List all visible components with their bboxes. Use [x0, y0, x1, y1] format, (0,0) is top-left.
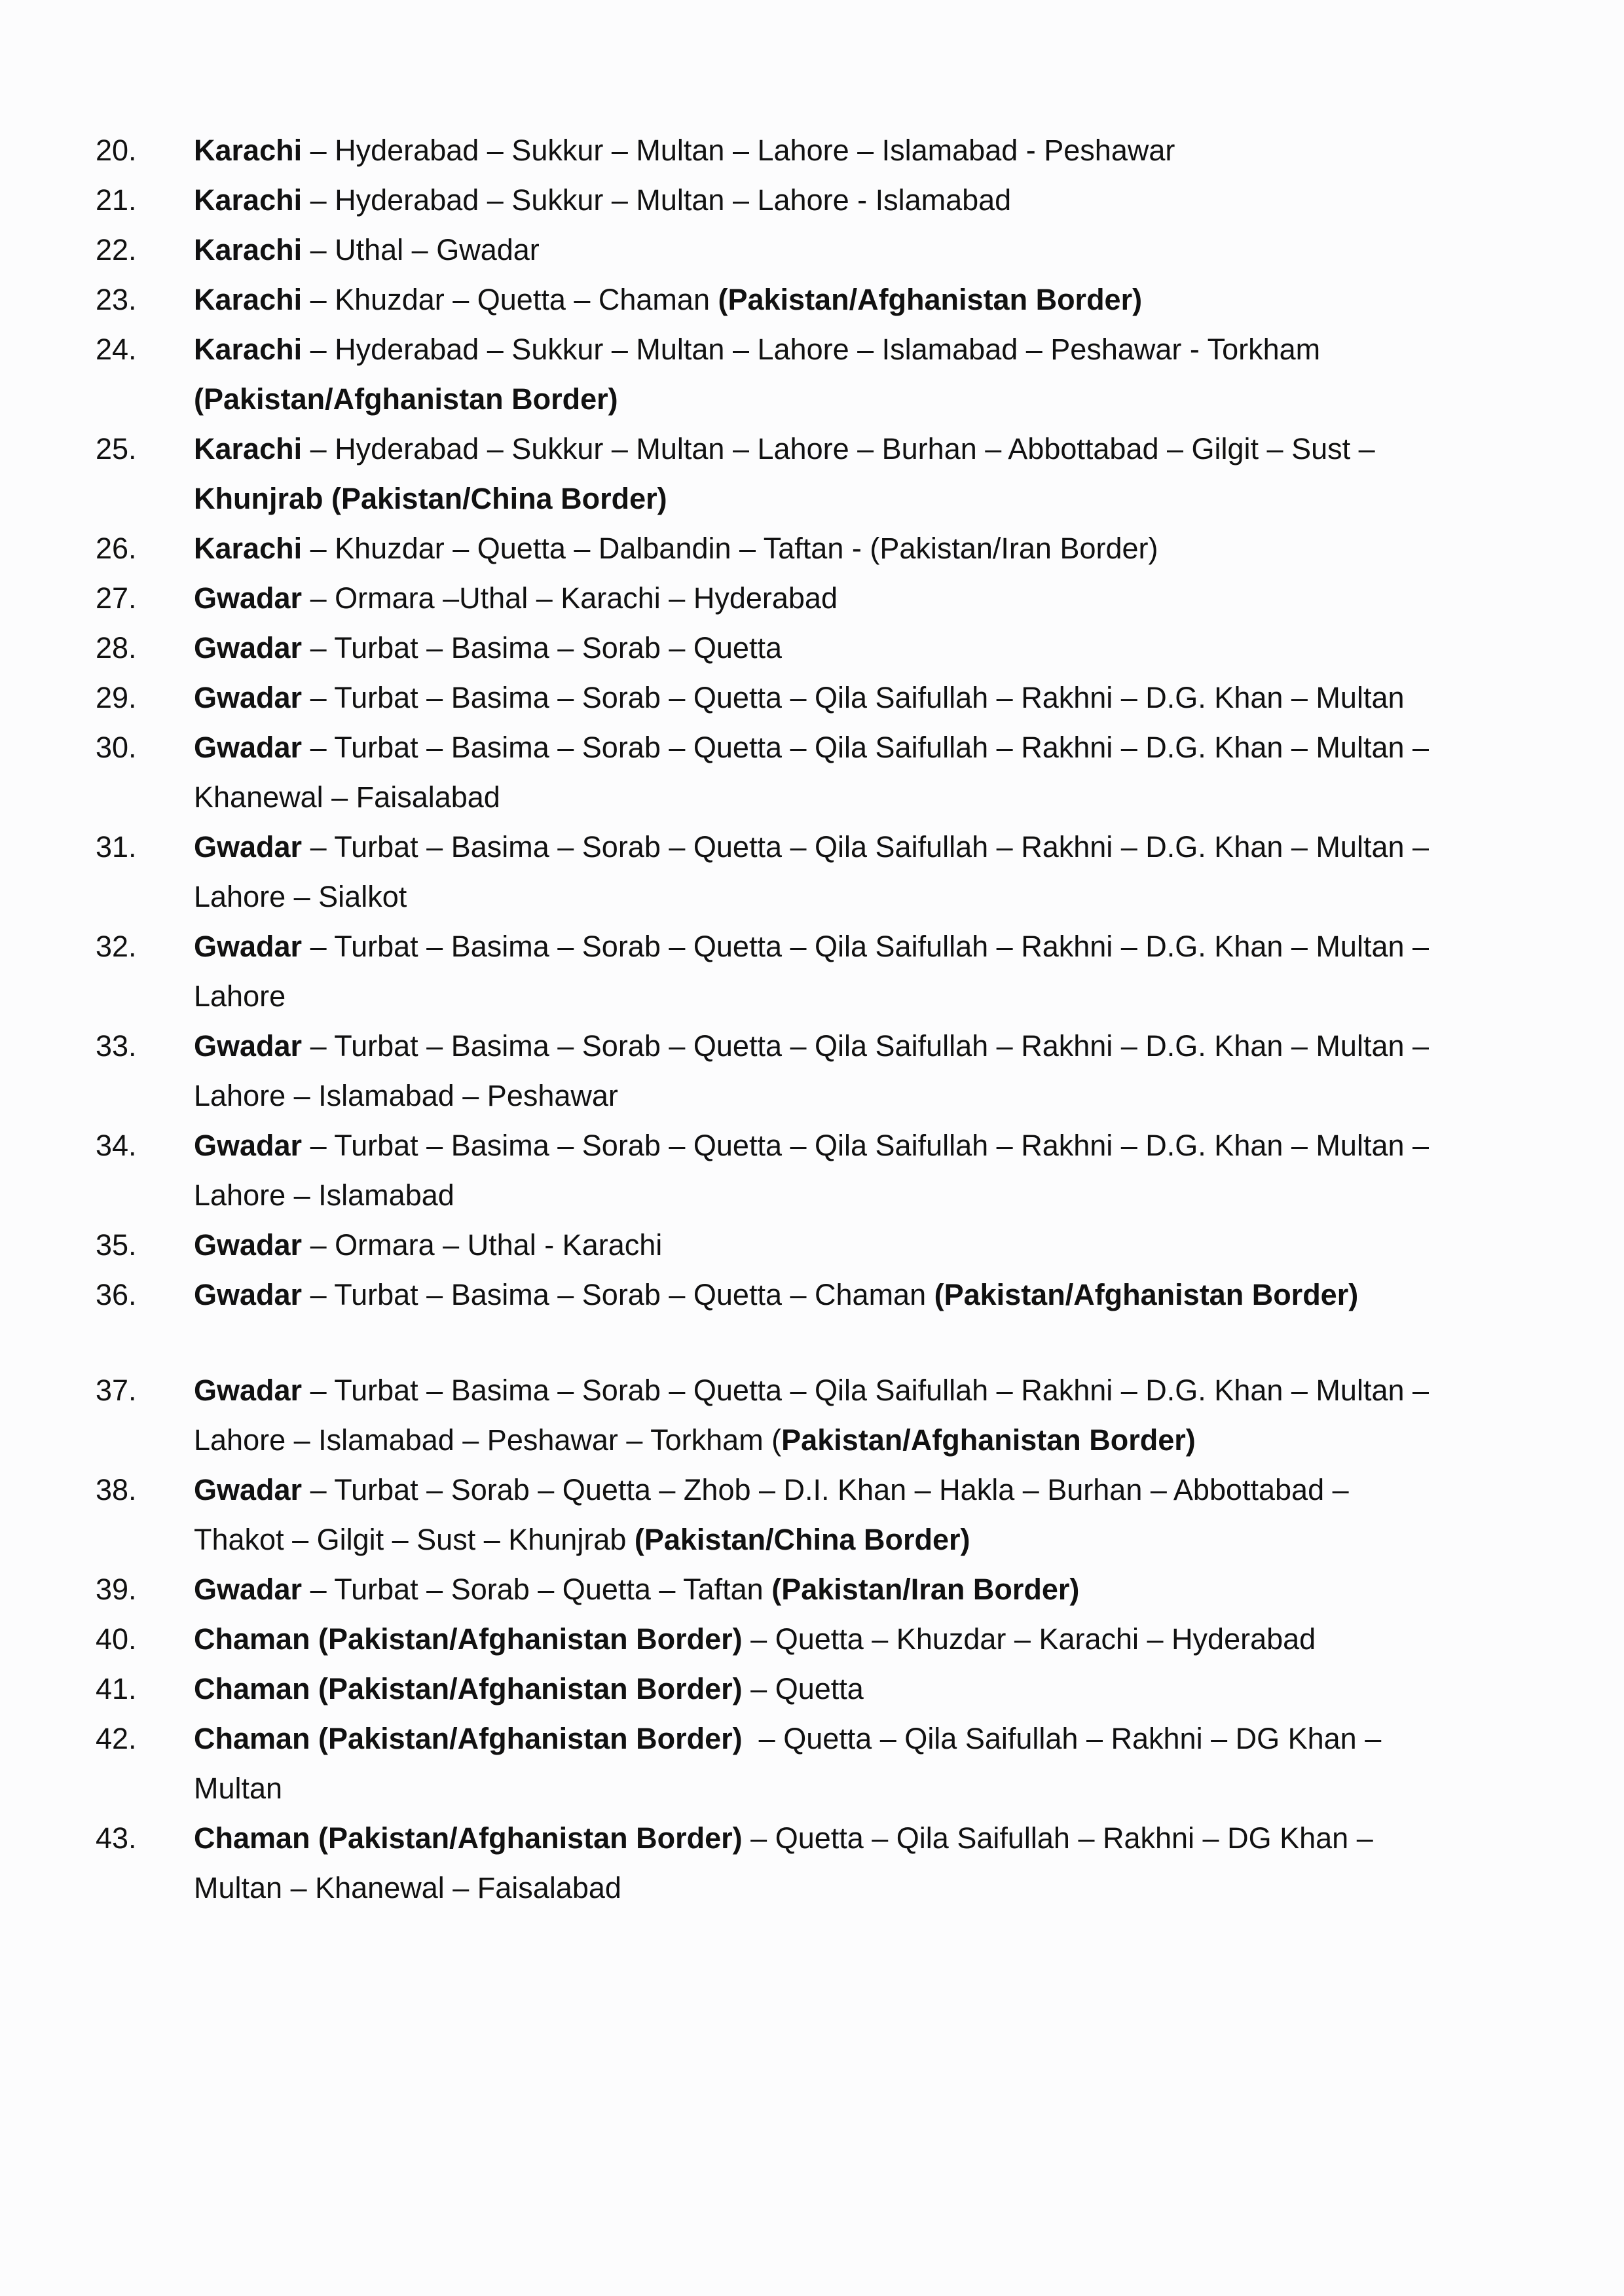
route-bold-segment: Gwadar [194, 731, 303, 764]
route-segment: – Turbat – Basima – Sorab – Quetta – Qila Saifullah – Rakhni – D.G. Khan – Multan – Lahore – Sialkot [194, 830, 1437, 913]
route-text [194, 623, 1458, 673]
route-bold-segment: Karachi [194, 532, 303, 565]
item-number: 35. [96, 1228, 137, 1262]
route-text [194, 225, 1458, 275]
route-text [194, 1366, 1458, 1465]
route-bold-segment: Gwadar [194, 1573, 303, 1606]
route-list-item [96, 225, 1458, 275]
route-text [194, 1270, 1458, 1320]
route-text [194, 1021, 1458, 1121]
item-number: 20. [96, 134, 137, 167]
route-segment: – Turbat – Basima – Sorab – Quetta – Qila Saifullah – Rakhni – D.G. Khan – Multan – Lahore – Islamabad [194, 1129, 1437, 1212]
route-bold-segment: Gwadar [194, 930, 303, 963]
route-bold-segment: Gwadar [194, 631, 303, 665]
route-text [194, 175, 1458, 225]
item-number: 25. [96, 432, 137, 465]
route-text [194, 1220, 1458, 1270]
route-bold-segment: (Pakistan/Afghanistan Border) [194, 382, 618, 416]
route-text [194, 822, 1458, 922]
route-segment: – Turbat – Basima – Sorab – Quetta [302, 631, 782, 665]
route-segment: – Khuzdar – Quetta – Dalbandin – Taftan - (Pakistan/Iran Border) [302, 532, 1158, 565]
route-list-item [96, 822, 1458, 922]
route-bold-segment: Gwadar [194, 1278, 303, 1311]
route-bold-segment: Gwadar [194, 830, 303, 864]
route-segment: – Ormara – Uthal - Karachi [302, 1228, 663, 1262]
route-bold-segment: Karachi [194, 333, 303, 366]
route-list-item [96, 1220, 1458, 1270]
route-bold-segment: Gwadar [194, 1129, 303, 1162]
item-number: 23. [96, 283, 137, 316]
route-segment: – Turbat – Basima – Sorab – Quetta – Chaman [302, 1278, 934, 1311]
route-segment: – Uthal – Gwadar [302, 233, 540, 266]
route-segment: – Quetta – Qila Saifullah – Rakhni – DG Khan – Multan [194, 1722, 1390, 1805]
route-segment: – Turbat – Basima – Sorab – Quetta – Qila Saifullah – Rakhni – D.G. Khan – Multan – Lahore – Islamabad – Peshawar – Torkham ( [194, 1374, 1437, 1457]
route-bold-segment: Gwadar [194, 1029, 303, 1063]
route-list-item [96, 1121, 1458, 1220]
route-text [194, 574, 1458, 623]
route-segment: – Quetta [742, 1672, 864, 1705]
item-number: 22. [96, 233, 137, 266]
route-bold-segment: (Pakistan/Afghanistan Border) [718, 283, 1143, 316]
route-segment: – Quetta – Khuzdar – Karachi – Hyderabad [742, 1622, 1316, 1656]
item-number: 40. [96, 1622, 137, 1656]
route-bold-segment: Karachi [194, 432, 303, 465]
route-list-item [96, 1465, 1458, 1565]
route-segment: – Hyderabad – Sukkur – Multan – Lahore - Islamabad [302, 183, 1012, 217]
route-text [194, 275, 1458, 325]
route-bold-segment: Gwadar [194, 581, 303, 615]
item-number: 26. [96, 532, 137, 565]
route-list [96, 126, 1458, 1913]
route-list-item [96, 574, 1458, 623]
route-list-item [96, 1714, 1458, 1813]
route-list-item [96, 673, 1458, 723]
route-list-item [96, 1664, 1458, 1714]
item-number: 30. [96, 731, 137, 764]
route-bold-segment: (Pakistan/Iran Border) [771, 1573, 1080, 1606]
route-bold-segment: Karachi [194, 183, 303, 217]
route-list-item [96, 1565, 1458, 1614]
spacer [96, 1320, 1458, 1366]
route-list-item [96, 623, 1458, 673]
item-number: 32. [96, 930, 137, 963]
route-list-item [96, 1813, 1458, 1913]
route-list-item [96, 1270, 1458, 1320]
route-text [194, 424, 1458, 524]
item-number: 42. [96, 1722, 137, 1755]
route-list-item [96, 1614, 1458, 1664]
item-number: 31. [96, 830, 137, 864]
route-bold-segment: Chaman (Pakistan/Afghanistan Border) [194, 1821, 743, 1855]
route-bold-segment: Gwadar [194, 1228, 303, 1262]
route-segment: – Turbat – Basima – Sorab – Quetta – Qila Saifullah – Rakhni – D.G. Khan – Multan – Lahore – Islamabad – Peshawar [194, 1029, 1437, 1112]
route-text [194, 1565, 1458, 1614]
route-segment: – Ormara –Uthal – Karachi – Hyderabad [302, 581, 838, 615]
item-number: 43. [96, 1821, 137, 1855]
route-text [194, 1813, 1458, 1913]
route-list-item [96, 325, 1458, 424]
item-number: 24. [96, 333, 137, 366]
route-list-item [96, 1021, 1458, 1121]
item-number: 39. [96, 1573, 137, 1606]
route-bold-segment: Chaman (Pakistan/Afghanistan Border) [194, 1672, 743, 1705]
item-number: 36. [96, 1278, 137, 1311]
item-number: 28. [96, 631, 137, 665]
route-segment: – Quetta – Qila Saifullah – Rakhni – DG Khan – Multan – Khanewal – Faisalabad [194, 1821, 1382, 1904]
route-list-item [96, 723, 1458, 822]
route-bold-segment: Pakistan/Afghanistan Border) [781, 1423, 1196, 1457]
route-text [194, 723, 1458, 822]
route-segment: – Hyderabad – Sukkur – Multan – Lahore – Islamabad - Peshawar [302, 134, 1175, 167]
route-text [194, 922, 1458, 1021]
route-list-item [96, 126, 1458, 175]
route-text [194, 126, 1458, 175]
route-list-item [96, 524, 1458, 574]
route-list-item [96, 175, 1458, 225]
route-list-item [96, 275, 1458, 325]
route-segment: – Turbat – Basima – Sorab – Quetta – Qila Saifullah – Rakhni – D.G. Khan – Multan – Khanewal – Faisalabad [194, 731, 1437, 814]
route-text [194, 325, 1458, 424]
item-number: 21. [96, 183, 137, 217]
route-segment: – Turbat – Basima – Sorab – Quetta – Qila Saifullah – Rakhni – D.G. Khan – Multan – Lahore [194, 930, 1437, 1013]
route-bold-segment: Karachi [194, 134, 303, 167]
route-list-item [96, 424, 1458, 524]
item-number: 37. [96, 1374, 137, 1407]
route-bold-segment: Karachi [194, 233, 303, 266]
route-segment: – Turbat – Sorab – Quetta – Taftan [302, 1573, 772, 1606]
route-text [194, 673, 1458, 723]
route-bold-segment: Karachi [194, 283, 303, 316]
route-segment: – Hyderabad – Sukkur – Multan – Lahore – Islamabad – Peshawar - Torkham [302, 333, 1329, 366]
route-segment: – Hyderabad – Sukkur – Multan – Lahore – Burhan – Abbottabad – Gilgit – Sust – [302, 432, 1384, 465]
route-text [194, 1465, 1458, 1565]
route-bold-segment: Chaman (Pakistan/Afghanistan Border) [194, 1722, 743, 1755]
item-number: 34. [96, 1129, 137, 1162]
item-number: 29. [96, 681, 137, 714]
item-number: 33. [96, 1029, 137, 1063]
route-text [194, 1714, 1458, 1813]
route-text [194, 1614, 1458, 1664]
route-segment: – Turbat – Basima – Sorab – Quetta – Qila Saifullah – Rakhni – D.G. Khan – Multan [302, 681, 1405, 714]
route-bold-segment: Gwadar [194, 681, 303, 714]
route-list-item [96, 1366, 1458, 1465]
route-bold-segment: Gwadar [194, 1374, 303, 1407]
route-bold-segment: Chaman (Pakistan/Afghanistan Border) [194, 1622, 743, 1656]
route-bold-segment: Khunjrab (Pakistan/China Border) [194, 482, 667, 515]
route-text [194, 1664, 1458, 1714]
item-number: 41. [96, 1672, 137, 1705]
route-list-item [96, 922, 1458, 1021]
route-segment: – Khuzdar – Quetta – Chaman [302, 283, 718, 316]
route-bold-segment: (Pakistan/Afghanistan Border) [934, 1278, 1359, 1311]
route-text [194, 1121, 1458, 1220]
route-segment: – Turbat – Sorab – Quetta – Zhob – D.I. Khan – Hakla – Burhan – Abbottabad – Thakot – Gilgit – Sust – Khunjrab [194, 1473, 1357, 1556]
item-number: 38. [96, 1473, 137, 1506]
route-bold-segment: Gwadar [194, 1473, 303, 1506]
route-bold-segment: (Pakistan/China Border) [634, 1523, 970, 1556]
item-number: 27. [96, 581, 137, 615]
route-text [194, 524, 1458, 574]
